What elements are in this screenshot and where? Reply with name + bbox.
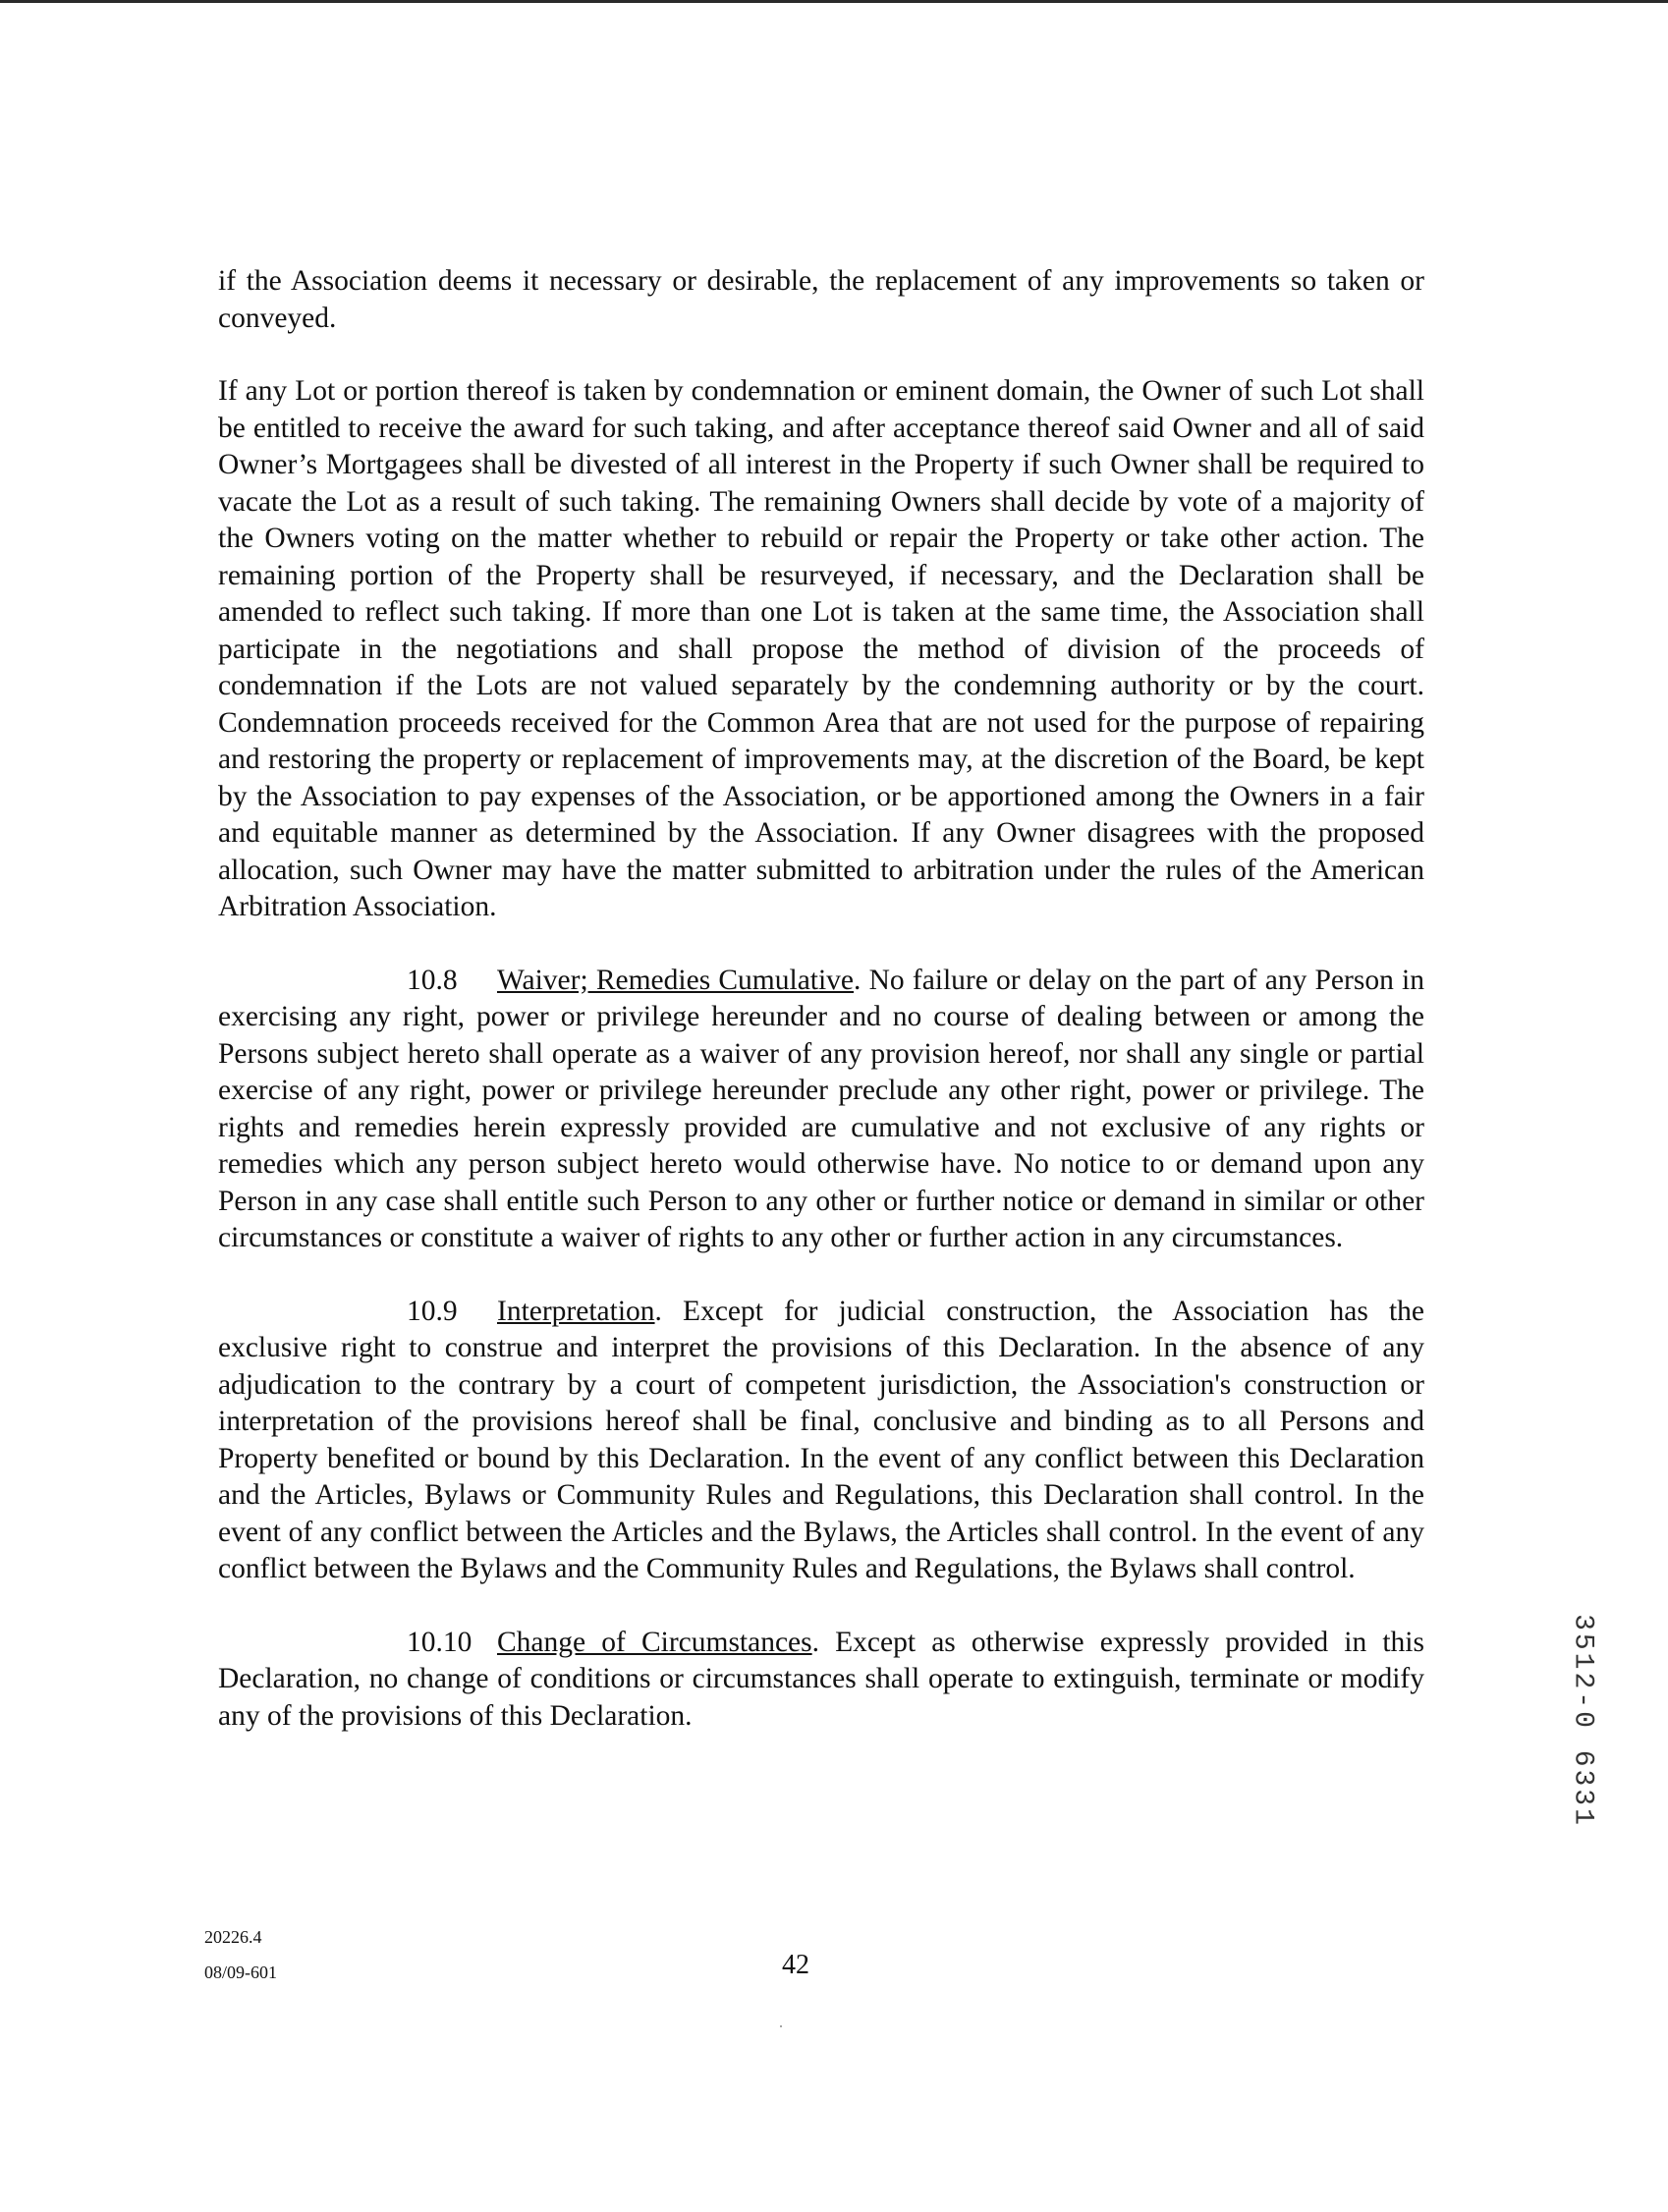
section-text: . No failure or delay on the part of any Person in exercising any right, power or privilege hereunder and no course of dealing between or among the Persons subject hereto shall operate as a waiver of any provision hereof, nor shall any single or partial exercise of any right, power or privilege hereunder preclude any other right, power or privilege. The rights and remedies herein expressly provided are cumulative and not exclusive of any rights or remedies which any person subject hereto would otherwise have. No notice to or demand upon any Person in any case shall entitle such Person to any other or further notice or demand in similar or other circumstances or constitute a waiver of rights to any other or further action in any circumstances.: [218, 964, 1424, 1253]
scan-speck: [780, 2025, 782, 2027]
section-heading: Interpretation: [497, 1295, 655, 1327]
paragraph-continuation: if the Association deems it necessary or desirable, the replacement of any improvements so taken or conveyed.: [218, 265, 1424, 334]
side-stamp-text: 3512-0 6331: [1567, 1614, 1598, 1828]
page-number: 42: [782, 1950, 809, 1980]
footer-date-code: 08/09-601: [204, 1963, 277, 1982]
section-heading: Change of Circumstances: [497, 1626, 812, 1658]
section-text: . Except as otherwise expressly provided in this Declaration, no change of conditions or circumstances shall operate to extinguish, terminate or modify any of the provisions of this Declaration.: [218, 1626, 1424, 1732]
side-recording-stamp: [1568, 1574, 1597, 1868]
paragraph-condemnation: If any Lot or portion thereof is taken by condemnation or eminent domain, the Owner of such Lot shall be entitled to receive the award for such taking, and after acceptance thereof said Owner and all of said Owner’s Mortgagees shall be divested of all interest in the Property if such Owner shall be required to vacate the Lot as a result of such taking. The remaining Owners shall decide by vote of a majority of the Owners voting on the matter whether to rebuild or repair the Property or take other action. The remaining portion of the Property shall be resurveyed, if necessary, and the Declaration shall be amended to reflect such taking. If more than one Lot is taken at the same time, the Association shall participate in the negotiations and shall propose the method of division of the proceeds of condemnation if the Lots are not valued separately by the condemning authority or by the court. Condemnation proceeds received for the Common Area that are not used for the purpose of repairing and restoring the property or replacement of improvements may, at the discretion of the Board, be kept by the Association to pay expenses of the Association, or be apportioned among the Owners in a fair and equitable manner as determined by the Association. If any Owner disagrees with the proposed allocation, such Owner may have the matter submitted to arbitration under the rules of the American Arbitration Association.: [218, 375, 1424, 922]
top-scan-border: [0, 0, 1668, 3]
footer-doc-code: 20226.4: [204, 1927, 262, 1947]
section-number: 10.10: [407, 1626, 473, 1658]
section-number: 10.9: [407, 1295, 458, 1327]
section-10-9: [218, 1294, 1424, 1588]
section-10-8: [218, 963, 1424, 1257]
document-body: [218, 263, 1424, 1735]
section-heading: Waiver; Remedies Cumulative: [497, 964, 855, 996]
section-10-10: [218, 1625, 1424, 1736]
section-text: . Except for judicial construction, the Association has the exclusive right to construe and interpret the provisions of this Declaration. In the absence of any adjudication to the contrary by a court of competent jurisdiction, the Association's construction or interpretation of the provisions hereof shall be final, conclusive and binding as to all Persons and Property benefited or bound by this Declaration. In the event of any conflict between this Declaration and the Articles, Bylaws or Community Rules and Regulations, this Declaration shall control. In the event of any conflict between the Articles and the Bylaws, the Articles shall control. In the event of any conflict between the Bylaws and the Community Rules and Regulations, the Bylaws shall control.: [218, 1295, 1424, 1584]
section-number: 10.8: [407, 964, 458, 996]
